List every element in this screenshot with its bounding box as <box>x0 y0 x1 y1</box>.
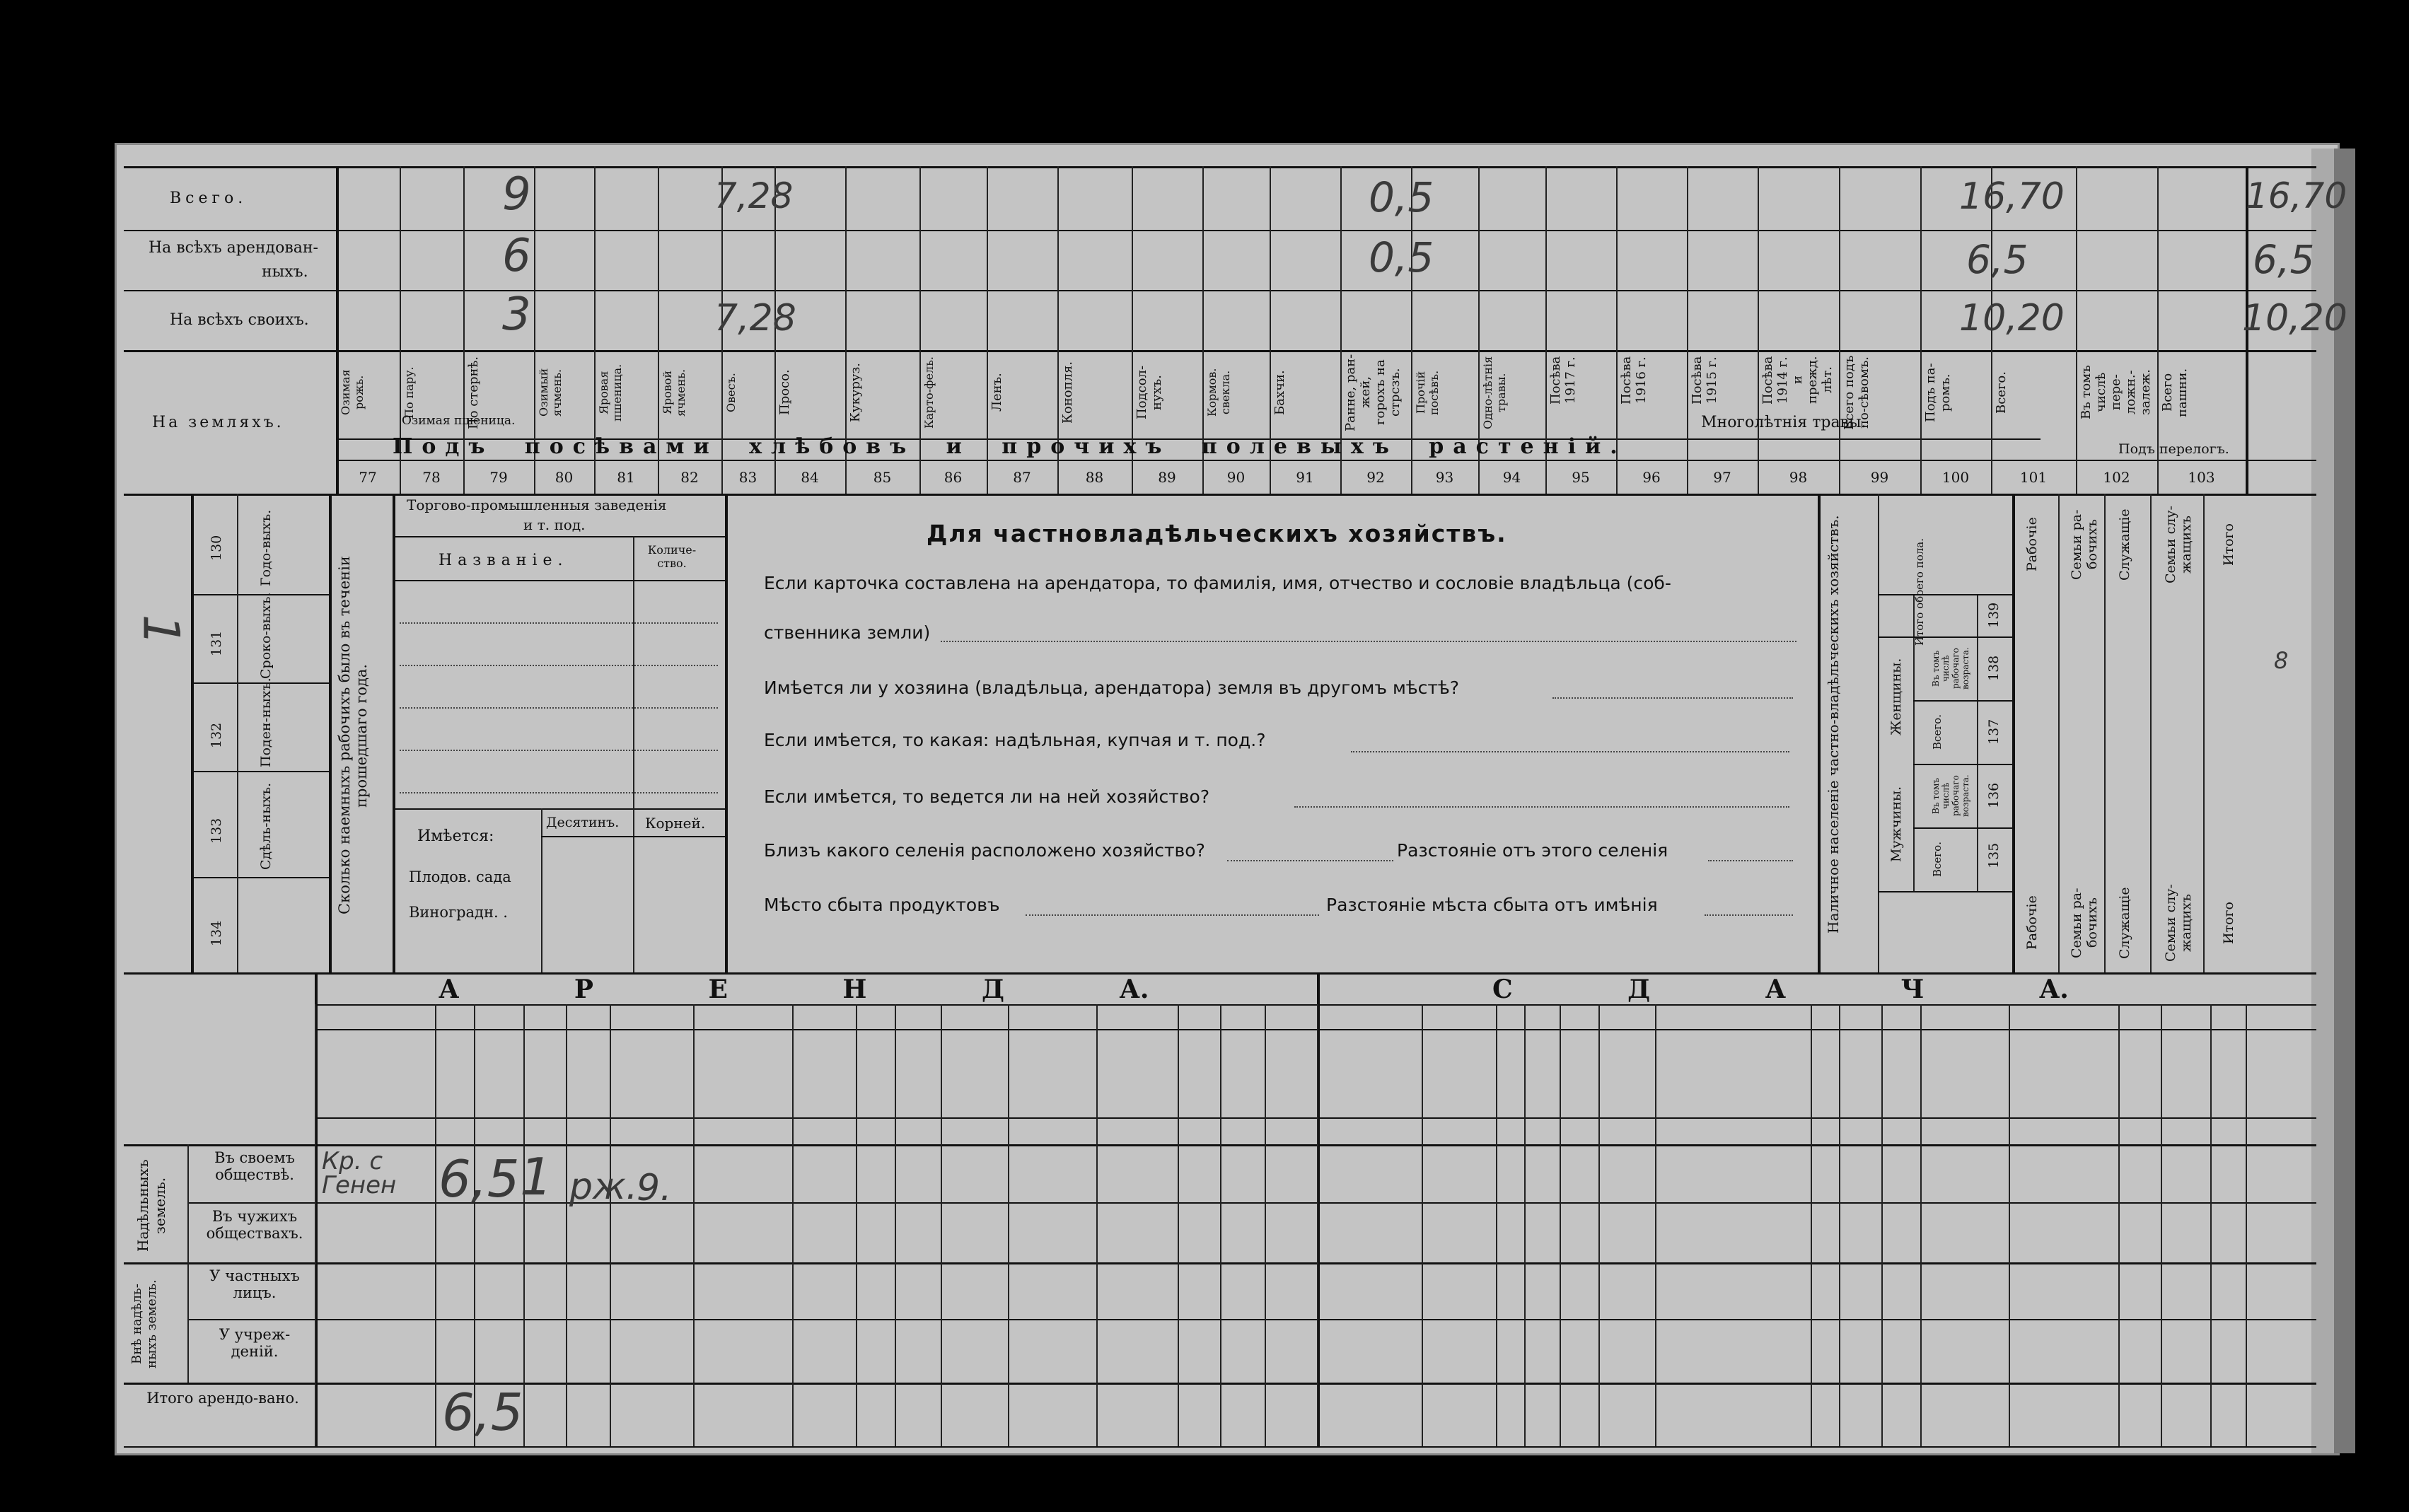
hw-lease-pay: 9. <box>637 1167 672 1209</box>
pop-vsego-m: Всего. <box>1931 842 1944 877</box>
mnogoletnie-label: Многолѣтнія травы. <box>1701 414 1867 431</box>
nazvanie-label: Названіе. <box>439 552 569 569</box>
workers-num-134: 134 <box>209 920 224 947</box>
workers-num-133: 133 <box>209 818 224 844</box>
nalichnoe-label: Наличное населеніе частно-владѣльческихъ хозяйствъ. <box>1825 515 1842 934</box>
vinogradn-label: Виноградн. . <box>409 904 508 921</box>
row-label-own: На всѣхъ своихъ. <box>170 311 309 329</box>
crop-header-85: Кукуруз. <box>848 363 863 423</box>
crop-header-84: Просо. <box>777 369 792 416</box>
pop-vsego-w: Всего. <box>1931 714 1944 750</box>
crop-header-96: Посѣва 1916 г. <box>1619 356 1649 405</box>
plodov-sada-label: Плодов. сада <box>409 868 511 885</box>
hw-total-81: 7,28 <box>714 175 794 216</box>
row-label-rented-2: ныхъ. <box>262 263 308 281</box>
row-label-total: Всего. <box>170 190 248 207</box>
muzhchiny-label: Мужчины. <box>1888 786 1904 862</box>
crop-header-93: Прочій посѣвъ. <box>1414 370 1441 415</box>
crop-header-100: Подъ па-ромъ. <box>1923 363 1953 422</box>
crop-header-80: Озимый ячмень. <box>537 368 564 417</box>
crop-header-89: Подсол-нухъ. <box>1134 365 1164 420</box>
crop-header-101: Всего. <box>1994 371 2009 414</box>
workers-num-131: 131 <box>209 630 224 657</box>
hw-own-78: 3 <box>502 289 531 341</box>
crop-colnum-102: 102 <box>2103 469 2130 486</box>
naemnye-label: Сколько наемныхъ рабочихъ было въ теченіи прошедшаго года. <box>336 556 370 915</box>
crop-colnum-93: 93 <box>1435 469 1454 486</box>
pop-v-tom-w: Въ томъ числѣ рабочаго возраста. <box>1931 647 1970 690</box>
q5a: Близъ какого селенія расположено хозяйство? <box>764 840 1205 861</box>
crop-colnum-99: 99 <box>1870 469 1889 486</box>
torg-title-2: и т. под. <box>523 516 586 533</box>
rc-total-bot: Итого <box>2221 902 2236 944</box>
imeetsya-label: Имѣется: <box>417 827 494 845</box>
pop-v-tom-m: Въ томъ числѣ рабочаго возраста. <box>1931 774 1970 817</box>
crop-colnum-91: 91 <box>1296 469 1314 486</box>
crop-colnum-90: 90 <box>1226 469 1246 486</box>
hw-own-81: 7,28 <box>714 297 796 339</box>
census-card-sheet <box>117 145 2338 1453</box>
crop-header-90: Кормов. свекла. <box>1205 368 1232 417</box>
pop-num-139: 139 <box>1986 602 2002 629</box>
crop-colnum-82: 82 <box>680 469 699 486</box>
crop-colnum-88: 88 <box>1085 469 1104 486</box>
crop-colnum-77: 77 <box>359 469 377 486</box>
rc-worker-families-bot: Семьи ра-бочихъ <box>2069 888 2100 958</box>
u-uchrezhdeniy-label: У учреж-деній. <box>219 1326 291 1360</box>
hw-total-103: 16,70 <box>2246 175 2347 216</box>
hw-itogo-arendovano: 6,5 <box>442 1383 523 1442</box>
crop-colnum-87: 87 <box>1013 469 1031 486</box>
q2: Имѣется ли у хозяина (владѣльца, арендатора) земля въ другомъ мѣстѣ? <box>764 678 1460 698</box>
hw-lease-term: 1 <box>520 1147 552 1206</box>
workers-num-132: 132 <box>209 722 224 749</box>
hw-lease-qty: 6,5 <box>439 1149 520 1209</box>
workers-label-yearly: Годо-выхъ. <box>258 509 274 587</box>
pop-num-138: 138 <box>1986 655 2002 682</box>
korney-label: Корней. <box>645 815 706 832</box>
crop-colnum-85: 85 <box>873 469 892 486</box>
crop-colnum-80: 80 <box>555 469 574 486</box>
hw-total-91: 0,5 <box>1369 173 1434 221</box>
crop-colnum-98: 98 <box>1789 469 1808 486</box>
private-title: Для частновладѣльческихъ хозяйствъ. <box>927 520 1507 547</box>
crop-colnum-79: 79 <box>489 469 508 486</box>
hw-own-103: 10,20 <box>2242 297 2347 339</box>
torg-title-1: Торгово-промышленныя заведенія <box>407 496 667 513</box>
crop-colnum-84: 84 <box>801 469 819 486</box>
ozimaya-pshenitsa-label: Озимая пшеница. <box>402 414 516 428</box>
crop-header-91: Бахчи. <box>1272 370 1287 415</box>
crop-header-77: Озимая рожь. <box>339 369 366 416</box>
crop-header-83: Овесъ. <box>724 373 738 412</box>
vne-nadelnykh-label: Внѣ надѣль-ныхъ земель. <box>129 1279 159 1369</box>
crop-colnum-92: 92 <box>1366 469 1385 486</box>
rc-employee-families-top: Семьи слу-жащихъ <box>2163 506 2194 583</box>
row-label-rented-1: На всѣхъ арендован- <box>149 239 318 257</box>
crop-header-92: Ранне, ран-жей, горохъ на стрсзъ. <box>1343 354 1403 431</box>
crop-colnum-103: 103 <box>2188 469 2215 486</box>
crop-header-102: Въ томъ числѣ пере-ложн.-залеж. <box>2079 365 2153 420</box>
hw-lease-crop: рж. <box>569 1165 638 1208</box>
crop-header-97: Посѣва 1915 г. <box>1690 356 1719 405</box>
rc-employee-families-bot: Семьи слу-жащихъ <box>2163 884 2194 962</box>
crop-colnum-83: 83 <box>738 469 757 486</box>
hw-workers-mark: 1 <box>132 614 190 646</box>
crop-colnum-94: 94 <box>1502 469 1521 486</box>
hw-rented-98: 6,5 <box>1966 237 2028 282</box>
crop-header-86: Карто-фель. <box>922 356 936 429</box>
hw-rented-103: 6,5 <box>2253 237 2315 282</box>
crop-header-95: Посѣва 1917 г. <box>1548 356 1578 405</box>
q1b: ственника земли) <box>764 622 931 643</box>
crop-colnum-78: 78 <box>422 469 441 486</box>
kolichestvo-label: Количе-ство. <box>647 543 697 570</box>
sdacha-banner: С Д А Ч А. <box>1492 975 2069 1004</box>
sown-banner: Подъ посѣвами хлѣбовъ и прочихъ полевыхъ растеній. <box>393 434 1627 459</box>
crop-header-81: Яровая пшеница. <box>597 364 624 421</box>
hw-total-98: 16,70 <box>1959 175 2065 218</box>
itogo-obe-pola-label: Итого обоего пола. <box>1913 538 1926 646</box>
arenda-banner: А Р Е Н Д А. <box>439 975 1149 1004</box>
crop-header-82: Яровой ячмень. <box>661 368 687 417</box>
nadelnykh-label: Надѣльныхъ земель. <box>134 1159 168 1252</box>
q6b: Разстояніе мѣста сбыта отъ имѣнія <box>1326 895 1658 915</box>
crop-colnum-89: 89 <box>1158 469 1176 486</box>
crop-header-88: Конопля. <box>1060 361 1075 424</box>
crop-header-99: Всего подъ по-сѣвомъ. <box>1842 355 1871 430</box>
rc-employees-top: Служащіе <box>2117 508 2132 581</box>
hw-rented-78: 6 <box>502 230 531 282</box>
rc-worker-families-top: Семьи ра-бочихъ <box>2069 509 2100 580</box>
crop-header-98: Посѣва 1914 г. и прежд. лѣт. <box>1760 356 1835 405</box>
workers-num-130: 130 <box>209 535 224 562</box>
pop-num-137: 137 <box>1986 719 2002 745</box>
hw-total-78: 9 <box>502 168 531 221</box>
workers-label-daily: Поден-ныхъ. <box>258 678 274 767</box>
crop-header-94: Одно-лѣтнія травы. <box>1481 356 1508 429</box>
pod-perelog-label: Подъ перелогъ. <box>2118 441 2229 457</box>
hw-own-98: 10,20 <box>1959 297 2065 339</box>
rc-total-top: Итого <box>2221 523 2236 566</box>
q3: Если имѣется, то какая: надѣльная, купчая и т. под.? <box>764 730 1266 750</box>
workers-label-piece: Сдѣль-ныхъ. <box>258 782 274 870</box>
rc-employees-bot: Служащіе <box>2117 887 2132 959</box>
page-edge-shadow <box>2334 149 2355 1453</box>
u-chastnykh-label: У частныхъ лицъ. <box>209 1267 300 1301</box>
crop-colnum-81: 81 <box>617 469 635 486</box>
crop-header-78: По пару. <box>402 366 416 419</box>
rc-workers-top: Рабочіе <box>2024 517 2040 572</box>
desyatin-label: Десятинъ. <box>546 815 620 830</box>
crop-header-87: Ленъ. <box>989 373 1004 412</box>
q4: Если имѣется, то ведется ли на ней хозяйство? <box>764 786 1210 807</box>
itogo-arendovano-label: Итого арендо-вано. <box>146 1390 299 1407</box>
v-svoem-label: Въ своемъ обществѣ. <box>214 1149 295 1183</box>
crop-colnum-86: 86 <box>944 469 963 486</box>
crop-colnum-96: 96 <box>1642 469 1661 486</box>
zhenshchiny-label: Женщины. <box>1888 658 1904 735</box>
q6a: Мѣсто сбыта продуктовъ <box>764 895 1000 915</box>
rc-workers-bot: Рабочіе <box>2024 895 2040 950</box>
pop-num-135: 135 <box>1986 842 2002 869</box>
hw-right-mark: 8 <box>2274 647 2289 674</box>
row-label-land: На земляхъ. <box>152 414 284 431</box>
crop-colnum-95: 95 <box>1572 469 1590 486</box>
crop-colnum-101: 101 <box>2019 469 2048 486</box>
crop-header-103: Всего пашни. <box>2160 368 2190 417</box>
v-chuzhikh-label: Въ чужихъ обществахъ. <box>206 1208 303 1242</box>
crop-colnum-100: 100 <box>1941 469 1970 486</box>
q5b: Разстояніе отъ этого селенія <box>1397 840 1668 861</box>
q1a: Если карточка составлена на арендатора, то фамилія, имя, отчество и сословіе владѣльца (соб- <box>764 573 1671 593</box>
hw-rented-91: 0,5 <box>1369 233 1434 281</box>
pop-num-136: 136 <box>1986 782 2002 809</box>
crop-colnum-97: 97 <box>1713 469 1731 486</box>
hw-lease-who: Кр. с Генен <box>322 1147 397 1199</box>
crop-header-79: По стернѣ. <box>466 356 481 429</box>
workers-label-term: Сроко-выхъ. <box>258 592 274 679</box>
